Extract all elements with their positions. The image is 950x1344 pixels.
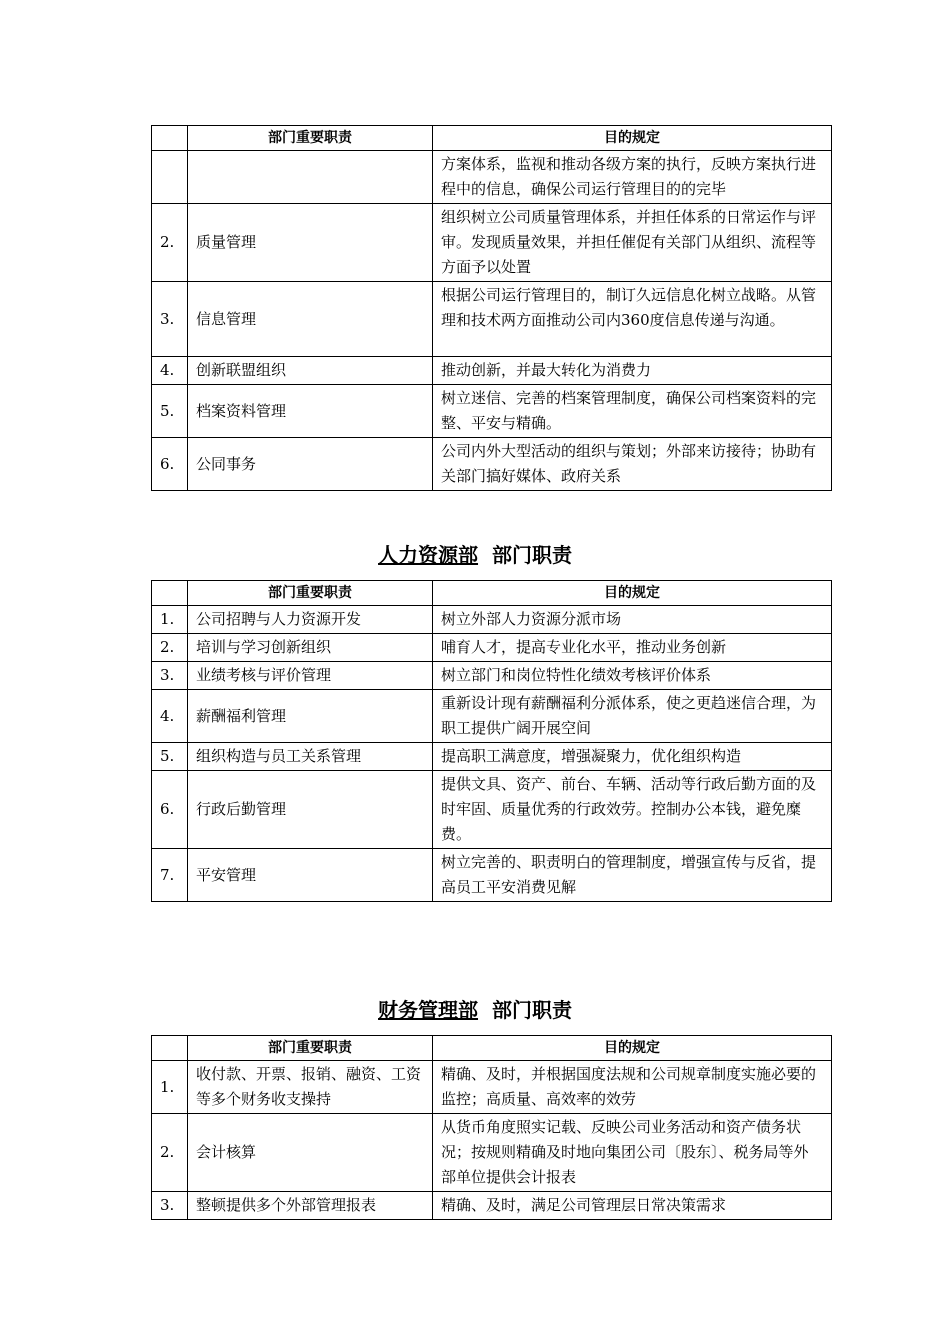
table-row xyxy=(152,1192,832,1220)
row-duty: 收付款、开票、报销、融资、工资等多个财务收支操持 xyxy=(188,1061,433,1114)
row-number: 3. xyxy=(152,1192,188,1220)
row-number: 4. xyxy=(152,690,188,743)
duties-table-finance xyxy=(151,1035,832,1220)
row-duty: 质量管理 xyxy=(188,204,433,282)
row-duty: 行政后勤管理 xyxy=(188,771,433,849)
row-duty: 公司招聘与人力资源开发 xyxy=(188,606,433,634)
row-number: 5. xyxy=(152,743,188,771)
row-purpose: 哺育人才，提高专业化水平，推动业务创新 xyxy=(433,634,832,662)
row-duty: 组织构造与员工关系管理 xyxy=(188,743,433,771)
row-duty: 信息管理 xyxy=(188,282,433,357)
table-row xyxy=(152,385,832,438)
table-row xyxy=(152,743,832,771)
row-duty: 公同事务 xyxy=(188,438,433,491)
row-purpose: 方案体系，监视和推动各级方案的执行，反映方案执行进程中的信息，确保公司运行管理目的的完毕 xyxy=(433,151,832,204)
table-header-row xyxy=(152,581,832,606)
row-purpose: 树立迷信、完善的档案管理制度，确保公司档案资料的完整、平安与精确。 xyxy=(433,385,832,438)
row-purpose: 公司内外大型活动的组织与策划；外部来访接待；协助有关部门搞好媒体、政府关系 xyxy=(433,438,832,491)
row-number: 2. xyxy=(152,634,188,662)
duties-table-1 xyxy=(151,125,832,491)
row-purpose: 推动创新，并最大转化为消费力 xyxy=(433,357,832,385)
row-number: 3. xyxy=(152,282,188,357)
row-purpose: 从货币角度照实记载、反映公司业务活动和资产债务状况；按规则精确及时地向集团公司〔股东〕、税务局等外部单位提供会计报表 xyxy=(433,1114,832,1192)
duties-table-hr xyxy=(151,580,832,902)
table-row xyxy=(152,634,832,662)
row-number xyxy=(152,151,188,204)
row-purpose: 提高职工满意度，增强凝聚力，优化组织构造 xyxy=(433,743,832,771)
row-purpose: 重新设计现有薪酬福利分派体系，使之更趋迷信合理，为职工提供广阔开展空间 xyxy=(433,690,832,743)
section-title-finance xyxy=(0,996,950,1024)
row-number: 1. xyxy=(152,606,188,634)
table-row xyxy=(152,662,832,690)
table-row xyxy=(152,606,832,634)
header-index xyxy=(152,126,188,151)
row-duty: 创新联盟组织 xyxy=(188,357,433,385)
row-number: 2. xyxy=(152,1114,188,1192)
header-index xyxy=(152,1036,188,1061)
row-number: 6. xyxy=(152,438,188,491)
row-purpose: 树立完善的、职责明白的管理制度，增强宣传与反省，提高员工平安消费见解 xyxy=(433,849,832,902)
row-number: 3. xyxy=(152,662,188,690)
row-purpose: 精确、及时，并根据国度法规和公司规章制度实施必要的监控；高质量、高效率的效劳 xyxy=(433,1061,832,1114)
row-duty xyxy=(188,151,433,204)
row-duty: 平安管理 xyxy=(188,849,433,902)
row-purpose: 树立部门和岗位特性化绩效考核评价体系 xyxy=(433,662,832,690)
section-suffix: 部门职责 xyxy=(491,998,572,1022)
header-main-duties: 部门重要职责 xyxy=(188,126,433,151)
row-duty: 档案资料管理 xyxy=(188,385,433,438)
table-header-row xyxy=(152,126,832,151)
row-number: 2. xyxy=(152,204,188,282)
row-duty: 整顿提供多个外部管理报表 xyxy=(188,1192,433,1220)
row-purpose: 树立外部人力资源分派市场 xyxy=(433,606,832,634)
header-purpose: 目的规定 xyxy=(433,126,832,151)
table-row xyxy=(152,849,832,902)
row-duty: 培训与学习创新组织 xyxy=(188,634,433,662)
header-main-duties: 部门重要职责 xyxy=(188,1036,433,1061)
table-row xyxy=(152,204,832,282)
section-dept-name: 人力资源部 xyxy=(378,543,479,567)
header-purpose: 目的规定 xyxy=(433,1036,832,1061)
table-row xyxy=(152,690,832,743)
section-title-hr xyxy=(0,541,950,569)
header-purpose: 目的规定 xyxy=(433,581,832,606)
header-main-duties: 部门重要职责 xyxy=(188,581,433,606)
row-duty: 业绩考核与评价管理 xyxy=(188,662,433,690)
table-row xyxy=(152,151,832,204)
row-purpose: 精确、及时，满足公司管理层日常决策需求 xyxy=(433,1192,832,1220)
row-number: 1. xyxy=(152,1061,188,1114)
header-index xyxy=(152,581,188,606)
table-row xyxy=(152,1061,832,1114)
section-suffix: 部门职责 xyxy=(491,543,572,567)
table-row xyxy=(152,282,832,357)
table-row xyxy=(152,771,832,849)
row-purpose: 根据公司运行管理目的，制订久远信息化树立战略。从管理和技术两方面推动公司内360度信息传递与沟通。 xyxy=(433,282,832,357)
section-dept-name: 财务管理部 xyxy=(378,998,479,1022)
row-number: 5. xyxy=(152,385,188,438)
row-purpose: 提供文具、资产、前台、车辆、活动等行政后勤方面的及时牢固、质量优秀的行政效劳。控制办公本钱，避免糜费。 xyxy=(433,771,832,849)
row-number: 4. xyxy=(152,357,188,385)
table-header-row xyxy=(152,1036,832,1061)
row-purpose: 组织树立公司质量管理体系，并担任体系的日常运作与评审。发现质量效果，并担任催促有关部门从组织、流程等方面予以处置 xyxy=(433,204,832,282)
table-row xyxy=(152,438,832,491)
table-row xyxy=(152,357,832,385)
row-number: 7. xyxy=(152,849,188,902)
row-duty: 薪酬福利管理 xyxy=(188,690,433,743)
row-duty: 会计核算 xyxy=(188,1114,433,1192)
table-row xyxy=(152,1114,832,1192)
row-number: 6. xyxy=(152,771,188,849)
